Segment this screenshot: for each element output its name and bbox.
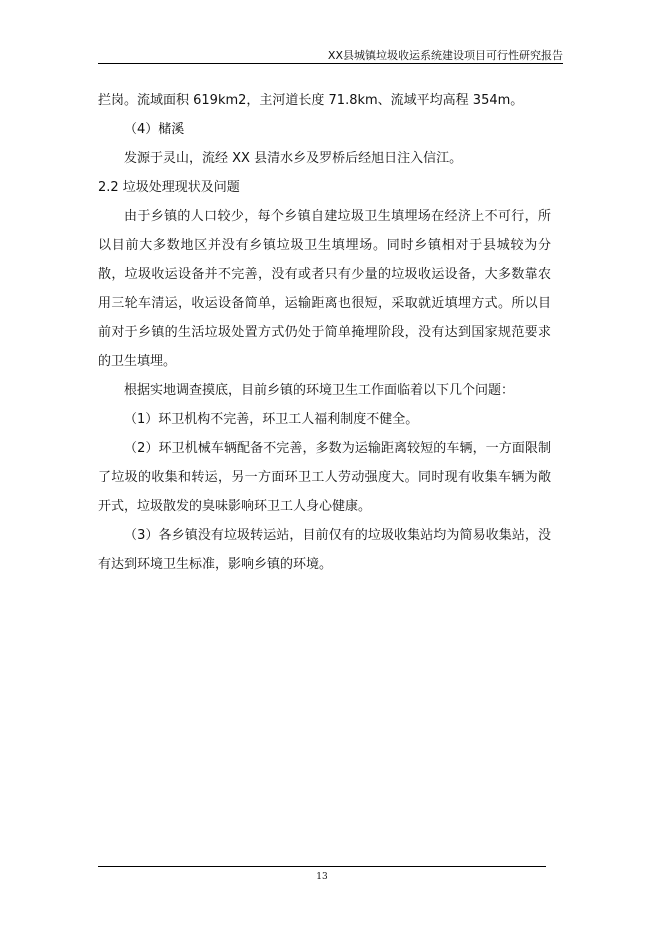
paragraph-continuation: 拦岗。流域面积 619km2，主河道长度 71.8km、流域平均高程 354m。 [98, 93, 524, 108]
paragraph: 发源于灵山，流经 XX 县清水乡及罗桥后经旭日注入信江。 [124, 151, 463, 166]
list-item: （1）环卫机构不完善，环卫工人福利制度不健全。 [124, 412, 419, 427]
list-item: （2）环卫机械车辆配备不完善，多数为运输距离较短的车辆，一方面限制了垃圾的收集和转运，另一方面环卫工人劳动强度大。同时现有收集车辆为敞开式，垃圾散发的臭味影响环卫工人身心健康。 [98, 441, 551, 514]
paragraph: 根据实地调查摸底，目前乡镇的环境卫生工作面临着以下几个问题： [124, 383, 515, 398]
footer-divider [98, 866, 546, 867]
subsection-heading: （4）槠溪 [124, 122, 185, 137]
section-heading: 2.2 垃圾处理现状及问题 [98, 180, 240, 195]
page-number: 13 [316, 872, 328, 882]
header-divider [98, 63, 563, 64]
document-body [98, 86, 551, 579]
paragraph: 由于乡镇的人口较少，每个乡镇自建垃圾卫生填埋场在经济上不可行，所以目前大多数地区并没有乡镇垃圾卫生填埋场。同时乡镇相对于县城较为分散，垃圾收运设备并不完善，没有或者只有少量的垃圾收运设备，大多数靠农用三轮车清运，收运设备简单，运输距离也很短，采取就近填埋方式。所以目前对于乡镇的生活垃圾处置方式仍处于简单掩埋阶段，没有达到国家规范要求的卫生填埋。 [98, 209, 551, 369]
list-item: （3）各乡镇没有垃圾转运站，目前仅有的垃圾收集站均为简易收集站，没有达到环境卫生标准，影响乡镇的环境。 [98, 528, 551, 572]
page-header-title: XX县城镇垃圾收运系统建设项目可行性研究报告 [327, 49, 563, 62]
